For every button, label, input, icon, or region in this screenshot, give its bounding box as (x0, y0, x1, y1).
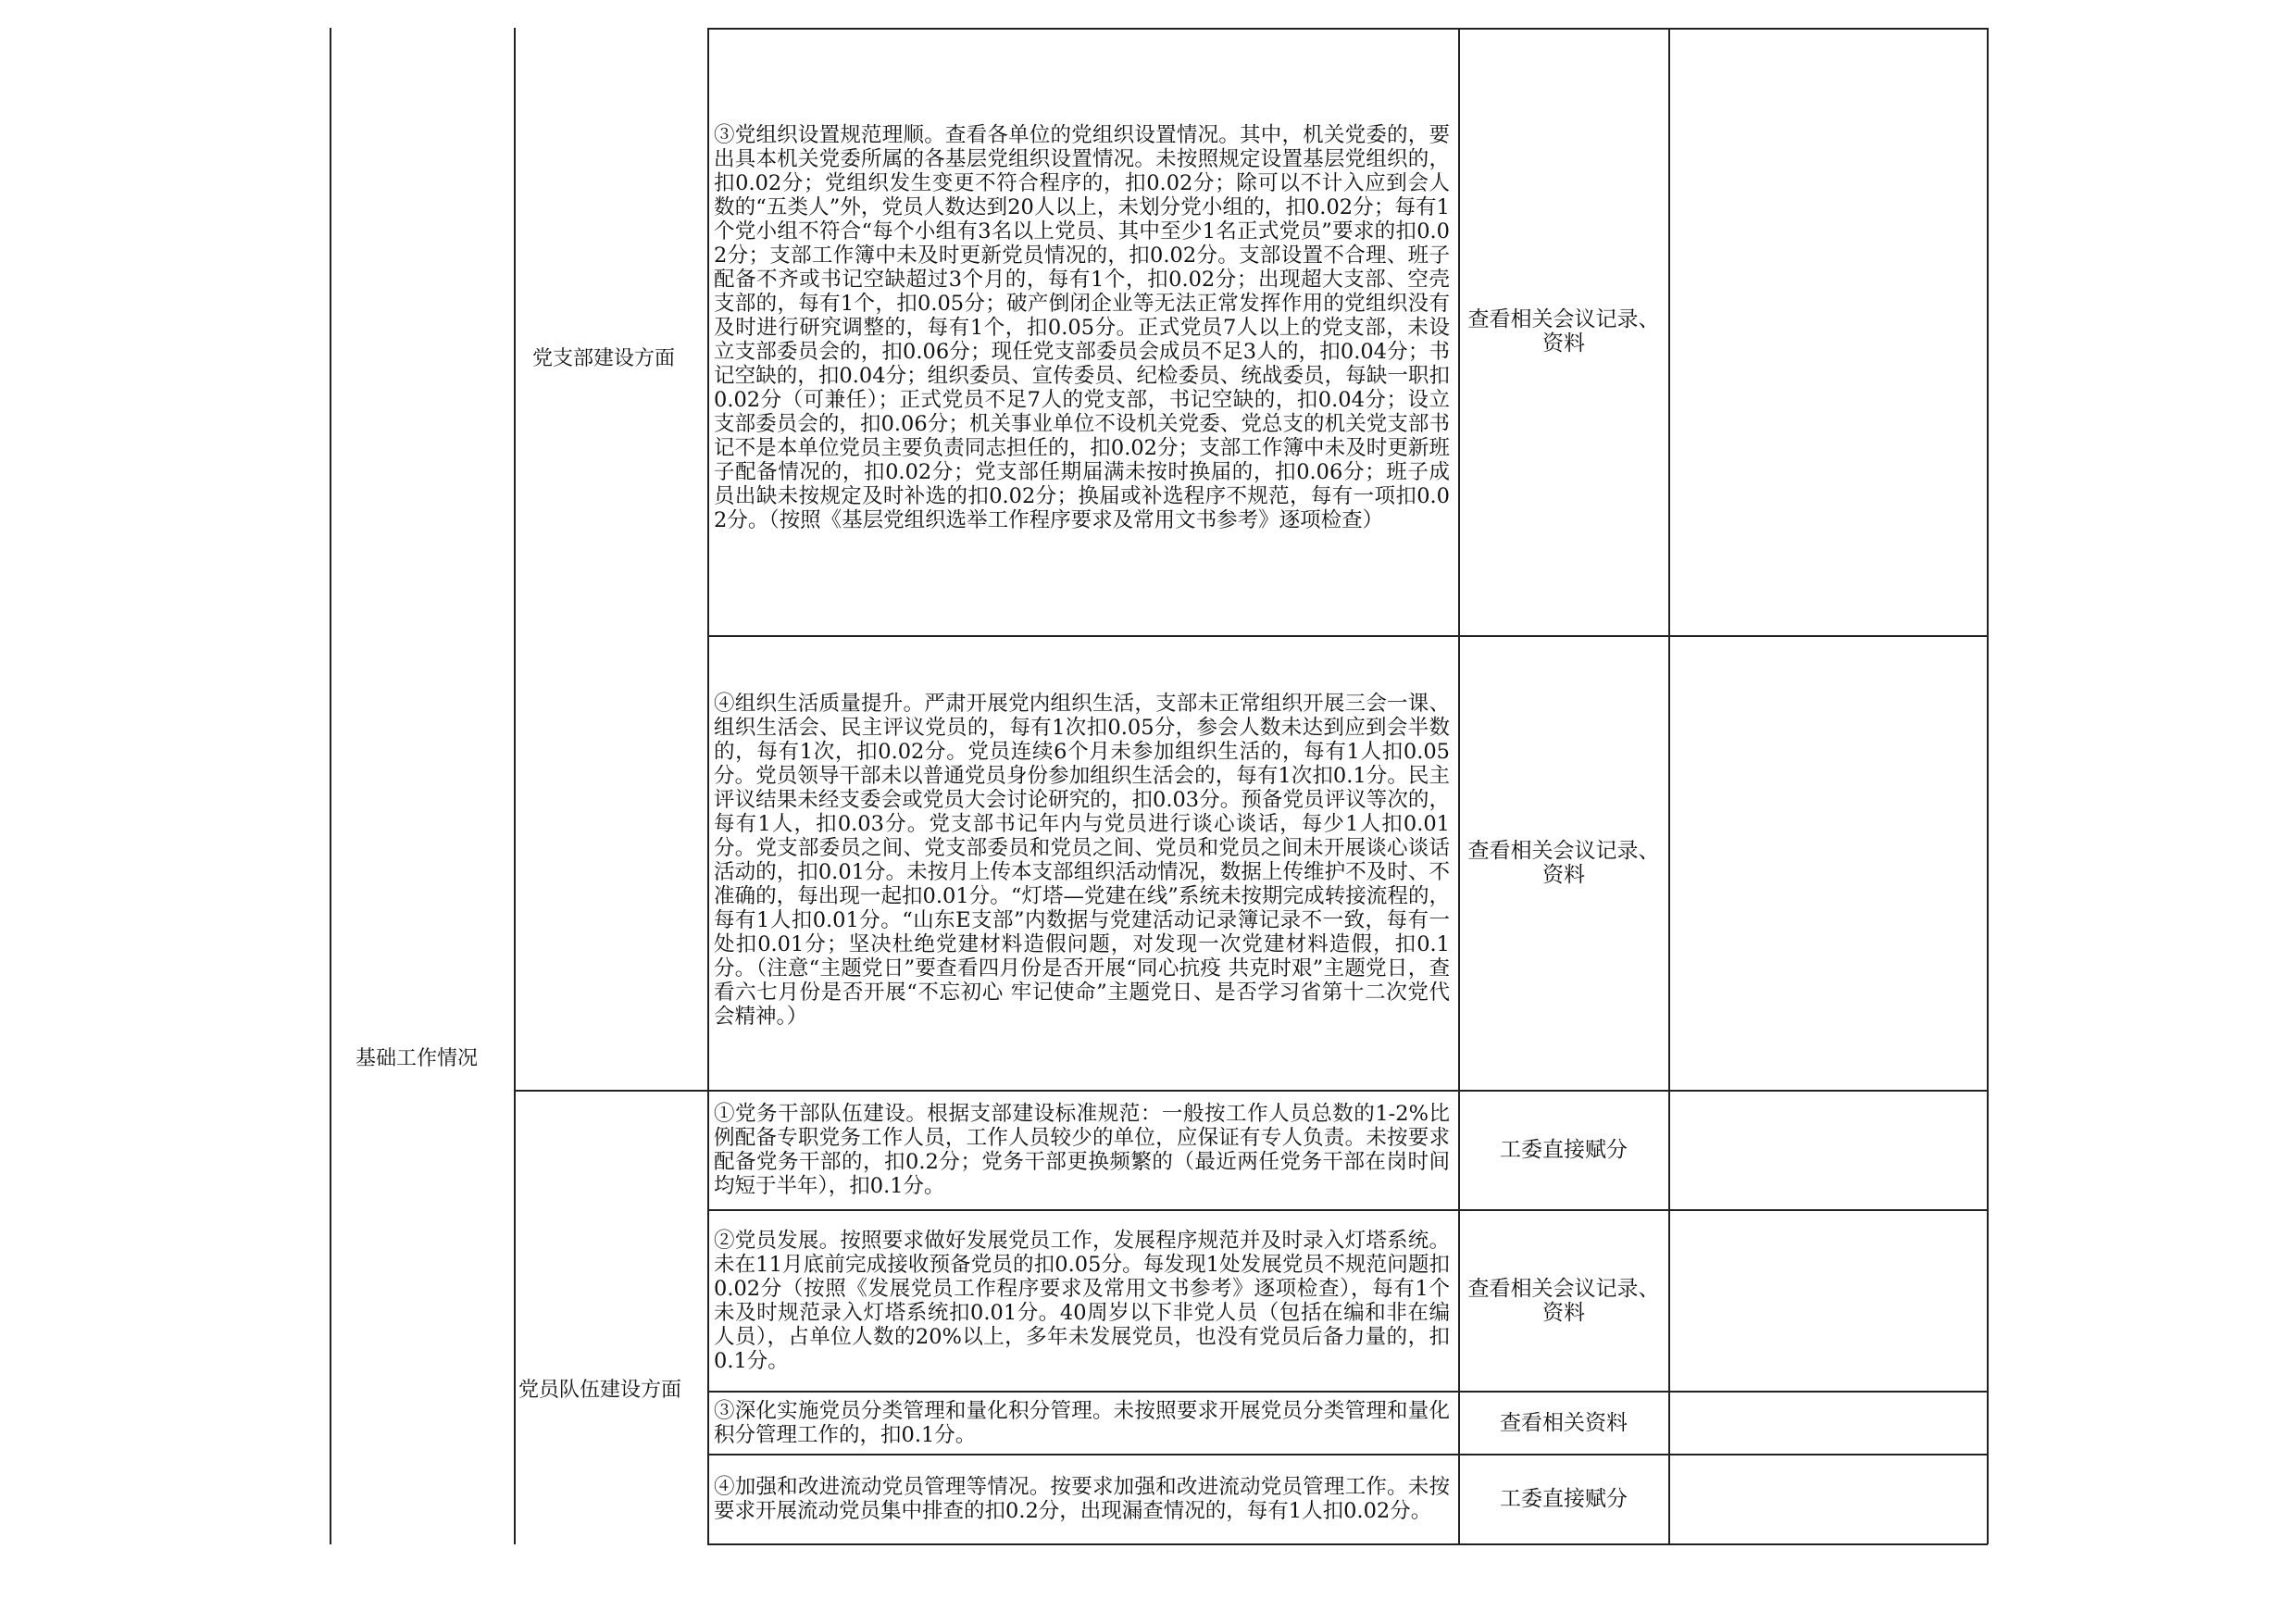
row-method-text: 工委直接赋分 (1500, 1487, 1628, 1511)
grid-line-right (1987, 28, 1989, 1544)
table-row-method (1460, 28, 1667, 635)
table-row-method (1460, 1211, 1667, 1390)
row-content-text: ④加强和改进流动党员管理等情况。按要求加强和改进流动党员管理工作。未按要求开展流动党员集中排查的扣0.2分，出现漏查情况的，每有1人扣0.02分。 (714, 1475, 1450, 1523)
row-content-text: ④组织生活质量提升。严肃开展党内组织生活，支部未正常组织开展三会一课、组织生活会、民主评议党员的，每有1次扣0.05分，参会人数未达到应到会半数的，每有1次，扣0.02分。党员连续6个月未参加组织生活的，每有1人扣0.05分。党员领导干部未以普通党员身份参加组织生活会的，每有1次扣0.1分。民主评议结果未经支委会或党员大会讨论研究的，扣0.03分。预备党员评议等次的，每有1人，扣0.03分。党支部书记年内与党员进行谈心谈话，每少1人扣0.01分。党支部委员之间、党支部委员和党员之间、党员和党员之间未开展谈心谈话活动的，扣0.01分。未按月上传本支部组织活动情况，数据上传维护不及时、不准确的，每出现一起扣0.01分。“灯塔—党建在线”系统未按期完成转接流程的，每有1人扣0.01分。“山东E支部”内数据与党建活动记录簿记录不一致，每有一处扣0.01分；坚决杜绝党建材料造假问题，对发现一次党建材料造假，扣0.1分。（注意“主题党日”要查看四月份是否开展“同心抗疫 共克时艰”主题党日，查看六七月份是否开展“不忘初心 牢记使命”主题党日、是否学习省第十二次党代会精神。） (714, 692, 1450, 1029)
row-method-text: 工委直接赋分 (1500, 1138, 1628, 1162)
table-row-score (1670, 1092, 1986, 1208)
grid-line-col1-left (330, 28, 331, 1544)
row-method-text: 查看相关资料 (1500, 1410, 1628, 1435)
table-row-content (709, 1455, 1457, 1543)
table-row-score (1670, 1393, 1986, 1453)
table-row-score (1670, 1211, 1986, 1390)
row-content-text: ①党务干部队伍建设。根据支部建设标准规范：一般按工作人员总数的1-2%比例配备专职党务工作人员，工作人员较少的单位，应保证有专人负责。未按要求配备党务干部的，扣0.2分；党务干部更换频繁的（最近两任党务干部在岗时间均短于半年），扣0.1分。 (714, 1102, 1450, 1198)
table-row-score (1670, 1455, 1986, 1543)
table-row-content (709, 1393, 1457, 1453)
row-method-text: 查看相关会议记录、资料 (1467, 1276, 1660, 1325)
section-label-branch: 党支部建设方面 (532, 347, 676, 370)
row-content-text: ②党员发展。按照要求做好发展党员工作，发展程序规范并及时录入灯塔系统。未在11月底前完成接收预备党员的扣0.05分。每发现1处发展党员不规范问题扣0.02分（按照《发展党员工作程序要求及常用文书参考》逐项检查），每有1个未及时规范录入灯塔系统扣0.01分。40周岁以下非党人员（包括在编和非在编人员），占单位人数的20%以上，多年未发展党员，也没有党员后备力量的，扣0.1分。 (714, 1228, 1450, 1373)
table-row-method (1460, 1092, 1667, 1208)
table-row-content (709, 104, 1457, 552)
table-row-content (709, 683, 1457, 1037)
table-row-method (1460, 1393, 1667, 1453)
table-row-content (709, 1092, 1457, 1208)
row-content-text: ③深化实施党员分类管理和量化积分管理。未按照要求开展党员分类管理和量化积分管理工作的，扣0.1分。 (714, 1398, 1450, 1447)
row-content-text: ③党组织设置规范理顺。查看各单位的党组织设置情况。其中，机关党委的，要出具本机关党委所属的各基层党组织设置情况。未按照规定设置基层党组织的，扣0.02分；党组织发生变更不符合程序的，扣0.02分；除可以不计入应到会人数的“五类人”外，党员人数达到20人以上，未划分党小组的，扣0.02分；每有1个党小组不符合“每个小组有3名以上党员、其中至少1名正式党员”要求的扣0.02分；支部工作簿中未及时更新党员情况的，扣0.02分。支部设置不合理、班子配备不齐或书记空缺超过3个月的，每有1个，扣0.02分；出现超大支部、空壳支部的，每有1个，扣0.05分；破产倒闭企业等无法正常发挥作用的党组织没有及时进行研究调整的，每有1个，扣0.05分。正式党员7人以上的党支部，未设立支部委员会的，扣0.06分；现任党支部委员会成员不足3人的，扣0.04分；书记空缺的，扣0.04分；组织委员、宣传委员、纪检委员、统战委员，每缺一职扣0.02分（可兼任）；正式党员不足7人的党支部，书记空缺的，扣0.04分；设立支部委员会的，扣0.06分；机关事业单位不设机关党委、党总支的机关党支部书记不是本单位党员主要负责同志担任的，扣0.02分；支部工作簿中未及时更新班子配备情况的，扣0.02分；党支部任期届满未按时换届的，扣0.06分；班子成员出缺未按规定及时补选的扣0.02分；换届或补选程序不规范，每有一项扣0.02分。（按照《基层党组织选举工作程序要求及常用文书参考》逐项检查） (714, 123, 1450, 532)
table-row-method (1460, 1455, 1667, 1543)
row-method-text: 查看相关会议记录、资料 (1467, 307, 1660, 356)
table-row-score (1670, 637, 1986, 1089)
table-row-score (1670, 28, 1986, 635)
grid-line-bottom (707, 1543, 1988, 1545)
row-method-text: 查看相关会议记录、资料 (1467, 839, 1660, 887)
category-label: 基础工作情况 (356, 1047, 479, 1070)
grid-line-col2-left (514, 28, 516, 1544)
section-label-members: 党员队伍建设方面 (518, 1379, 682, 1402)
table-row-content (709, 1211, 1457, 1390)
table-row-method (1460, 637, 1667, 1089)
